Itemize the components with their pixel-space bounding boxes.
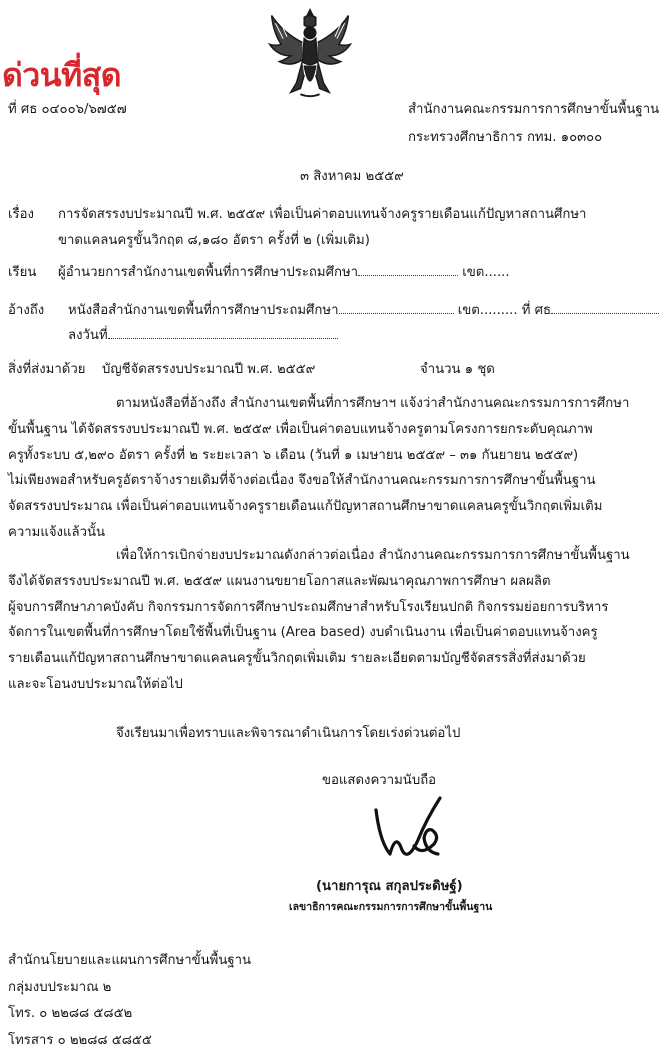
subject-line-2: ขาดแคลนครูขั้นวิกฤต ๘,๑๘๐ อัตรา ครั้งที่ ๒ (เพิ่มเติม): [58, 233, 370, 248]
enclosure-quantity: จำนวน ๑ ชุด: [420, 362, 495, 377]
paragraph-line: และจะโอนงบประมาณให้ต่อไป: [8, 676, 183, 692]
reference-label: อ้างถึง: [8, 303, 45, 318]
enclosure-label: สิ่งที่ส่งมาด้วย: [8, 362, 86, 377]
paragraph-line: ความแจ้งแล้วนั้น: [8, 524, 106, 540]
urgency-label: ด่วนที่สุด: [2, 56, 122, 94]
paragraph-line: ตามหนังสือที่อ้างถึง สำนักงานเขตพื้นที่การศึกษาฯ แจ้งว่าสำนักงานคณะกรรมการการศึกษา: [116, 396, 630, 411]
paragraph-line: ขั้นพื้นฐาน ได้จัดสรรงบประมาณปี พ.ศ. ๒๕๕๙ เพื่อเป็นค่าตอบแทนจ้างครูตามโครงการยกระดับคุณภาพ: [8, 421, 593, 437]
closing-text: จึงเรียนมาเพื่อทราบและพิจารณาดำเนินการโดยเร่งด่วนต่อไป: [116, 726, 461, 741]
paragraph-line: ผู้จบการศึกษาภาคบังคับ กิจกรรมการจัดการศึกษาประถมศึกษาสำหรับโรงเรียนปกติ กิจกรรมย่อยการบริหาร: [8, 599, 609, 615]
reference-date: ลงวันที่: [68, 324, 338, 345]
recipient-text: ผู้อำนวยการสำนักงานเขตพื้นที่การศึกษาประถมศึกษา เขต......: [58, 265, 510, 280]
body-paragraph-2: [8, 543, 660, 698]
paragraph-line: จัดการในเขตพื้นที่การศึกษาโดยใช้พื้นที่เป็นฐาน (Area based) งบดำเนินงาน เพื่อเป็นค่าตอบแทนจ้างครู: [8, 625, 598, 641]
subject-label: เรื่อง: [8, 207, 34, 222]
document-number: ที่ ศธ ๐๔๐๐๖/๖๗๕๗: [8, 102, 127, 117]
handwritten-signature-icon: [368, 792, 458, 872]
paragraph-line: จัดสรรงบประมาณ เพื่อเป็นค่าตอบแทนจ้างครูรายเดือนแก้ปัญหาสถานศึกษาขาดแคลนครูขั้นวิกฤตเพิ่มเติม: [8, 499, 603, 515]
recipient-area: เขต......: [462, 265, 510, 280]
garuda-emblem-icon: [262, 4, 358, 100]
subject-line-1: การจัดสรรงบประมาณปี พ.ศ. ๒๕๕๙ เพื่อเป็นค่าตอบแทนจ้างครูรายเดือนแก้ปัญหาสถานศึกษา: [58, 207, 587, 222]
paragraph-line: รายเดือนแก้ปัญหาสถานศึกษาขาดแคลนครูขั้นวิกฤตเพิ่มเติม รายละเอียดตามบัญชีจัดสรรสิ่งที่ส่งมาด้วย: [8, 651, 586, 667]
reference-number: ที่ ศธ: [521, 303, 552, 318]
footer-fax: โทรสาร ๐ ๒๒๘๘ ๕๘๕๕: [8, 1033, 152, 1048]
org-name: สำนักงานคณะกรรมการการศึกษาขั้นพื้นฐาน: [408, 102, 660, 117]
recipient-label: เรียน: [8, 265, 37, 280]
regards-text: ขอแสดงความนับถือ: [322, 773, 437, 788]
org-address: กระทรวงศึกษาธิการ กทม. ๑๐๓๐๐: [408, 130, 603, 145]
paragraph-line: ครูทั้งระบบ ๕,๒๙๐ อัตรา ครั้งที่ ๒ ระยะเวลา ๖ เดือน (วันที่ ๑ เมษายน ๒๕๕๙ – ๓๑ กันยายน ๒๕๕๙): [8, 447, 579, 463]
document-date: ๓ สิงหาคม ๒๕๕๙: [300, 169, 404, 184]
signatory-title: เลขาธิการคณะกรรมการการศึกษาขั้นพื้นฐาน: [289, 901, 493, 913]
footer-office: สำนักนโยบายและแผนการศึกษาขั้นพื้นฐาน: [8, 953, 252, 968]
footer-group: กลุ่มงบประมาณ ๒: [8, 980, 112, 995]
enclosure-text: บัญชีจัดสรรงบประมาณปี พ.ศ. ๒๕๕๙: [102, 362, 316, 377]
reference-text: หนังสือสำนักงานเขตพื้นที่การศึกษาประถมศึกษา เขต......... ที่ ศธ: [68, 299, 659, 320]
signatory-name: (นายการุณ สกุลประดิษฐ์): [316, 879, 463, 894]
paragraph-line: ไม่เพียงพอสำหรับครูอัตราจ้างรายเดิมที่จ้างต่อเนื่อง จึงขอให้สำนักงานคณะกรรมการการศึกษาขั้นพื้นฐาน: [8, 473, 596, 489]
body-paragraph-1: [8, 391, 660, 546]
reference-area: เขต.........: [457, 303, 518, 318]
paragraph-line: เพื่อให้การเบิกจ่ายงบประมาณดังกล่าวต่อเนื่อง สำนักงานคณะกรรมการการศึกษาขั้นพื้นฐาน: [116, 548, 630, 563]
paragraph-line: จึงได้จัดสรรงบประมาณปี พ.ศ. ๒๕๕๙ แผนงานขยายโอกาสและพัฒนาคุณภาพการศึกษา ผลผลิต: [8, 573, 551, 589]
footer-phone: โทร. ๐ ๒๒๘๘ ๕๘๕๒: [8, 1006, 133, 1021]
